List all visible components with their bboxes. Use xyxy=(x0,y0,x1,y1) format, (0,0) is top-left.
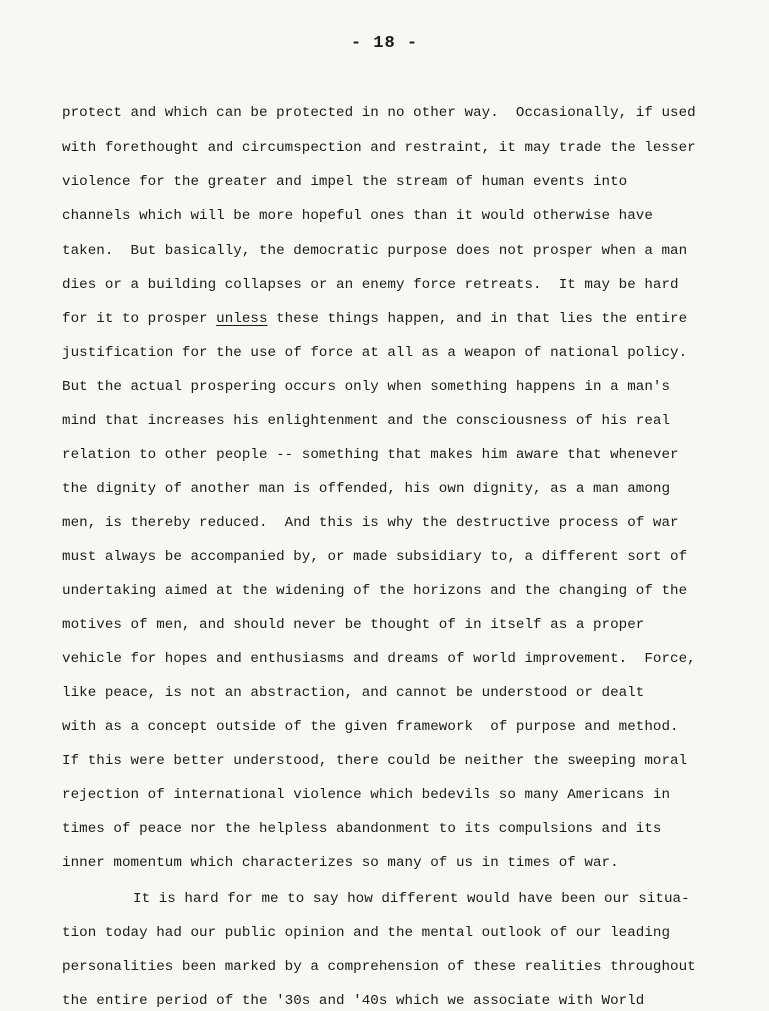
text-line: with forethought and circumspection and restraint, it may trade the lesser xyxy=(62,140,696,156)
text-line: It is hard for me to say how different would have been our situa- xyxy=(133,891,690,907)
text-line: taken. But basically, the democratic purpose does not prosper when a man xyxy=(62,243,688,259)
text-line: relation to other people -- something that makes him aware that whenever xyxy=(62,447,679,463)
text-line: mind that increases his enlightenment and the consciousness of his real xyxy=(62,413,671,429)
text-line: justification for the use of force at all as a weapon of national policy. xyxy=(62,345,688,361)
text-line: with as a concept outside of the given framework of purpose and method. xyxy=(62,719,679,735)
text-line: vehicle for hopes and enthusiasms and dreams of world improvement. Force, xyxy=(62,651,696,667)
text-line: dies or a building collapses or an enemy force retreats. It may be hard xyxy=(62,277,679,293)
text-line: rejection of international violence which bedevils so many Americans in xyxy=(62,787,671,803)
text-segment: for it to prosper xyxy=(62,311,217,327)
text-line: undertaking aimed at the widening of the horizons and the changing of the xyxy=(62,583,688,599)
text-line: personalities been marked by a comprehension of these realities throughout xyxy=(62,959,696,975)
text-line: must always be accompanied by, or made subsidiary to, a different sort of xyxy=(62,549,688,565)
text-line: protect and which can be protected in no other way. Occasionally, if used xyxy=(62,105,696,121)
text-line: the dignity of another man is offended, his own dignity, as a man among xyxy=(62,481,671,497)
page-number: - 18 - xyxy=(350,34,419,53)
text-line-with-emphasis xyxy=(62,309,762,329)
text-line: channels which will be more hopeful ones than it would otherwise have xyxy=(62,208,653,224)
text-line: like peace, is not an abstraction, and cannot be understood or dealt xyxy=(62,685,645,701)
text-line: violence for the greater and impel the stream of human events into xyxy=(62,174,628,190)
underlined-word-unless: unless xyxy=(216,311,268,327)
text-line: If this were better understood, there could be neither the sweeping moral xyxy=(62,753,688,769)
text-line: motives of men, and should never be thought of in itself as a proper xyxy=(62,617,645,633)
text-line: But the actual prospering occurs only when something happens in a man's xyxy=(62,379,671,395)
text-line: times of peace nor the helpless abandonment to its compulsions and its xyxy=(62,821,662,837)
text-line: the entire period of the '30s and '40s which we associate with World xyxy=(62,993,645,1009)
text-line: tion today had our public opinion and the mental outlook of our leading xyxy=(62,925,671,941)
text-segment: these things happen, and in that lies the entire xyxy=(267,311,688,327)
text-line: inner momentum which characterizes so many of us in times of war. xyxy=(62,855,619,871)
text-line: men, is thereby reduced. And this is why the destructive process of war xyxy=(62,515,679,531)
